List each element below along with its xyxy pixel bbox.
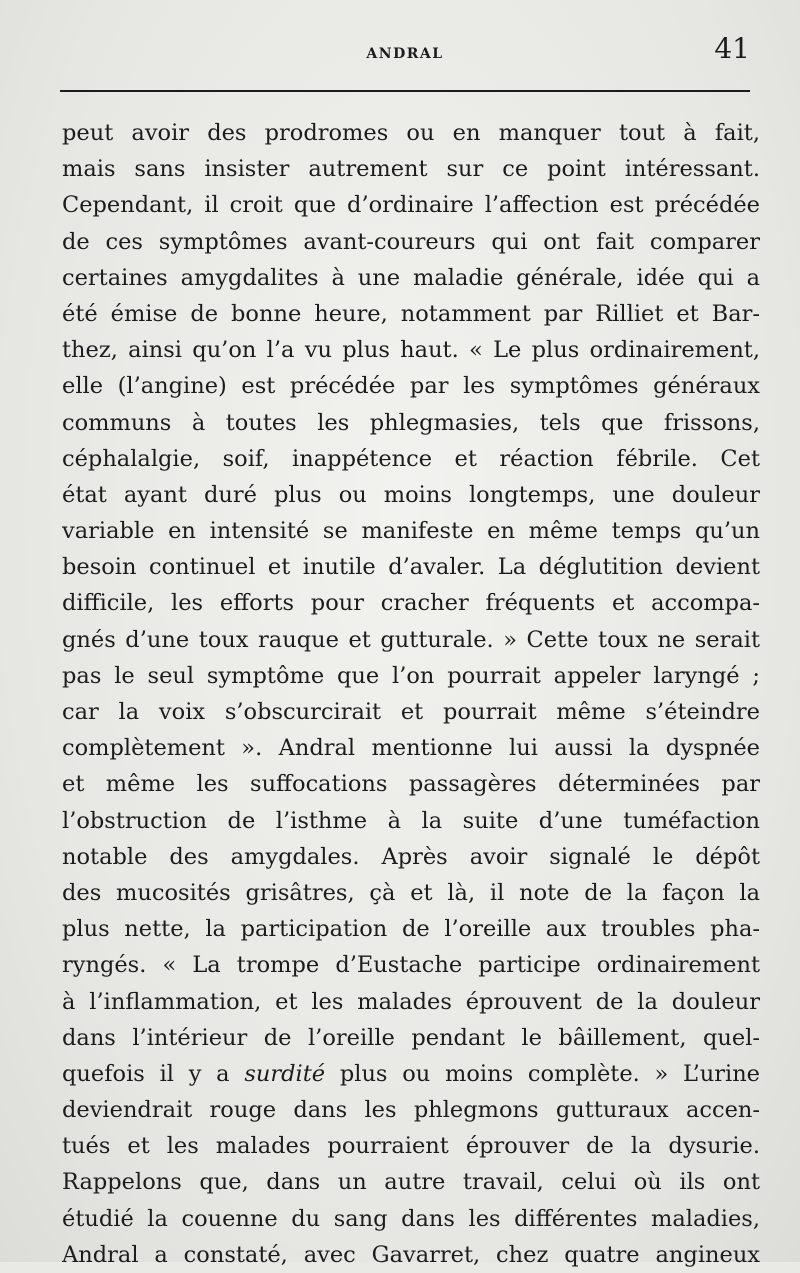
text-line: variable en intensité se manifeste en même temps qu’un <box>62 518 760 545</box>
text-line: céphalalgie, soif, inappétence et réaction fébrile. Cet <box>62 445 760 472</box>
text-line: gnés d’une toux rauque et gutturale. » Cette toux ne serait <box>62 626 760 653</box>
running-title: ANDRAL <box>366 46 444 62</box>
text-line: et même les suffocations passagères déterminées par <box>62 771 760 798</box>
text-line: difficile, les efforts pour cracher fréquents et accompa- <box>62 590 760 617</box>
text-line: l’obstruction de l’isthme à la suite d’une tuméfaction <box>62 807 760 834</box>
text-line: tués et les malades pourraient éprouver de la dysurie. <box>62 1133 760 1160</box>
text-line: elle (l’angine) est précédée par les symptômes généraux <box>62 373 760 400</box>
text-line: communs à toutes les phlegmasies, tels que frissons, <box>62 409 760 436</box>
header-rule <box>60 90 750 92</box>
text-line: de ces symptômes avant-coureurs qui ont fait comparer <box>62 228 760 255</box>
text-line: à l’inflammation, et les malades éprouvent de la douleur <box>62 988 760 1015</box>
text-line: certaines amygdalites à une maladie générale, idée qui a <box>62 264 760 291</box>
text-line: Cependant, il croit que d’ordinaire l’affection est précédée <box>62 192 760 219</box>
text-line: besoin continuel et inutile d’avaler. La déglutition devient <box>62 554 760 581</box>
running-head <box>60 30 750 80</box>
page-number: 41 <box>714 32 750 65</box>
text-line: dans l’intérieur de l’oreille pendant le bâillement, quel- <box>62 1024 760 1051</box>
text-line: car la voix s’obscurcirait et pourrait même s’éteindre <box>62 699 760 725</box>
text-line: Rappelons que, dans un autre travail, celui où ils ont <box>62 1169 760 1196</box>
body-text <box>62 115 760 1273</box>
text-line: ryngés. « La trompe d’Eustache participe ordinairement <box>62 952 760 979</box>
text-line: peut avoir des prodromes ou en manquer tout à fait, <box>62 120 760 146</box>
text-line: mais sans insister autrement sur ce point intéressant. <box>62 156 760 183</box>
text-line: notable des amygdales. Après avoir signalé le dépôt <box>62 843 760 870</box>
text-line: deviendrait rouge dans les phlegmons gutturaux accen- <box>62 1097 760 1124</box>
text-line: état ayant duré plus ou moins longtemps, une douleur <box>62 481 760 508</box>
text-line: quefois il y a surdité plus ou moins complète. » L’urine <box>62 1060 760 1087</box>
text-line: des mucosités grisâtres, çà et là, il note de la façon la <box>62 879 760 906</box>
text-line: étudié la couenne du sang dans les différentes maladies, <box>62 1205 760 1232</box>
text-line: thez, ainsi qu’on l’a vu plus haut. « Le plus ordinairement, <box>62 337 760 364</box>
text-line: Andral a constaté, avec Gavarret, chez quatre angineux <box>62 1241 760 1268</box>
text-line: complètement ». Andral mentionne lui aussi la dyspnée <box>62 735 760 762</box>
text-line: été émise de bonne heure, notamment par Rilliet et Bar- <box>62 300 760 327</box>
text-line: plus nette, la participation de l’oreille aux troubles pha- <box>62 916 760 943</box>
text-line: pas le seul symptôme que l’on pourrait appeler laryngé ; <box>62 662 760 689</box>
